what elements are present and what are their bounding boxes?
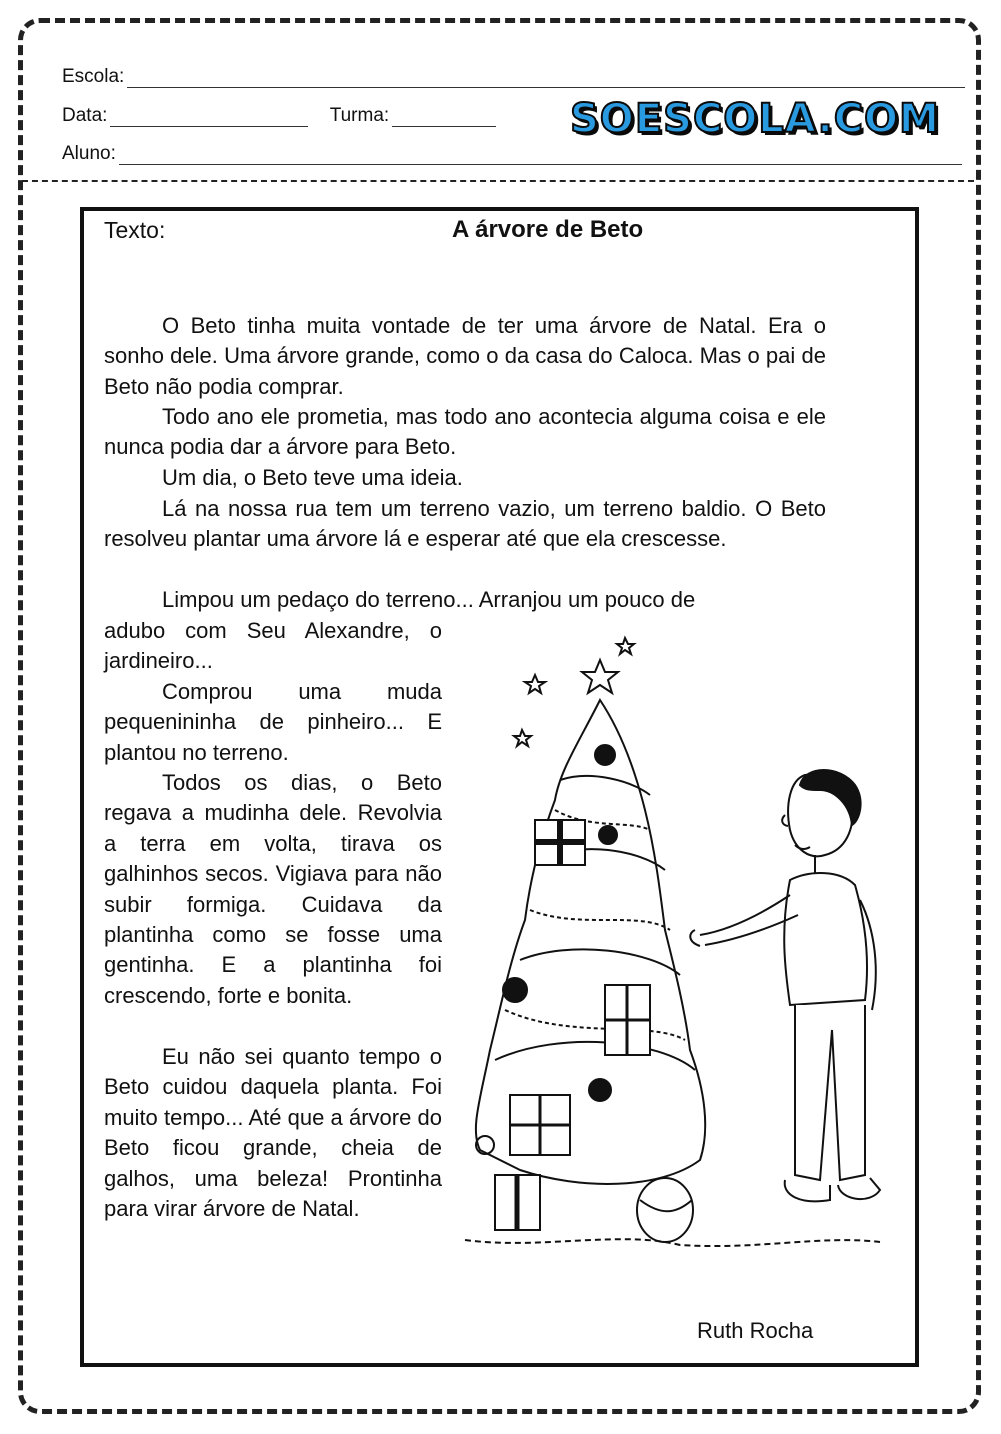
document-title: A árvore de Beto	[452, 216, 644, 243]
student-field-line[interactable]	[119, 146, 962, 165]
school-label: Escola:	[62, 66, 125, 87]
paragraph-3: Um dia, o Beto teve uma ideia.	[162, 465, 463, 490]
paragraph-7: Todos os dias, o Beto regava a mudinha dele. Revolvia a terra em volta, tirava os galhinhos secos. Vigiava para não subir formiga. Cuidava da plantinha como se fosse uma gentinha. E a plantinha foi crescendo, forte e bonita.	[104, 770, 442, 1008]
text-label: Texto:	[104, 217, 166, 243]
student-label: Aluno:	[62, 143, 116, 164]
student-row	[62, 143, 962, 165]
paragraph-5: Limpou um pedaço do terreno... Arranjou um pouco de	[162, 587, 696, 612]
star-icon	[617, 638, 634, 654]
paragraph-5-continued: adubo com Seu Alexandre, o jardineiro...	[104, 618, 442, 674]
tree-top-star-icon	[582, 660, 618, 693]
date-class-row	[62, 105, 496, 127]
paragraph-4: Lá na nossa rua tem um terreno vazio, um terreno baldio. O Beto resolveu plantar uma árvore lá e esperar até que ela crescesse.	[104, 496, 826, 552]
school-field-line[interactable]	[127, 69, 965, 88]
date-field-line[interactable]	[110, 108, 308, 127]
paragraph-2: Todo ano ele prometia, mas todo ano acontecia alguma coisa e ele nunca podia dar a árvore para Beto.	[104, 404, 826, 460]
date-label: Data:	[62, 105, 108, 126]
paragraph-6: Comprou uma muda pequenininha de pinheiro... E plantou no terreno.	[104, 679, 442, 765]
soescola-logo: SOESCOLA.COM	[570, 96, 940, 142]
christmas-tree-boy-illustration	[460, 630, 890, 1260]
class-field-line[interactable]	[392, 108, 496, 127]
star-icon	[525, 675, 545, 693]
header-separator	[22, 180, 974, 182]
star-icon	[514, 730, 531, 746]
paragraph-1: O Beto tinha muita vontade de ter uma árvore de Natal. Era o sonho dele. Uma árvore grande, como o da casa do Caloca. Mas o pai de Beto não podia comprar.	[104, 313, 826, 399]
school-row	[62, 66, 965, 88]
class-label: Turma:	[329, 105, 390, 126]
paragraph-8: Eu não sei quanto tempo o Beto cuidou daquela planta. Foi muito tempo... Até que a árvore do Beto ficou grande, cheia de galhos, uma beleza! Prontinha para virar árvore de Natal.	[104, 1044, 442, 1222]
author-name: Ruth Rocha	[697, 1318, 814, 1343]
